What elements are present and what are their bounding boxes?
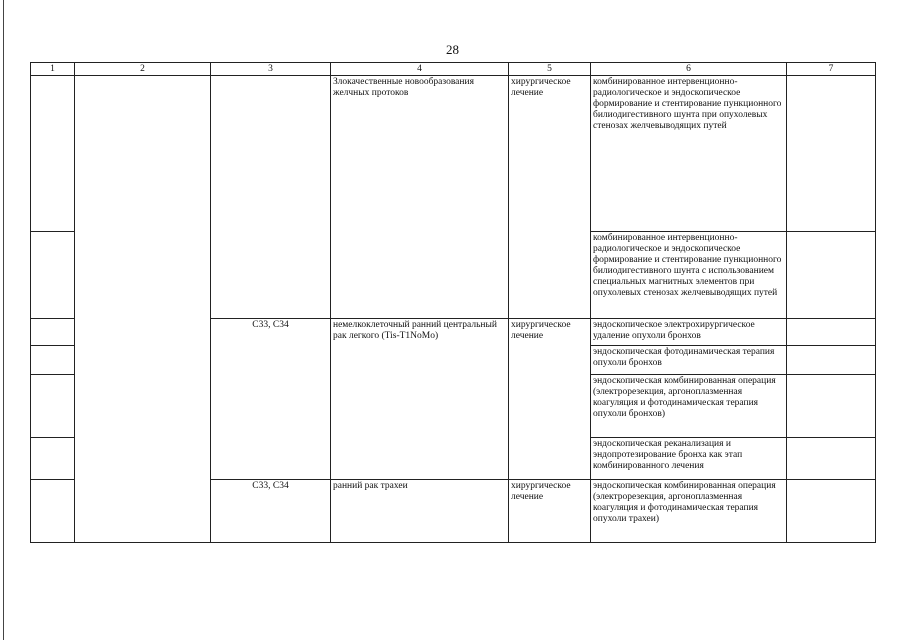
table-row (31, 76, 876, 232)
diagnosis-cell: немелкоклеточный ранний центральный рак легкого (Tis-T1NoMo) (331, 319, 509, 480)
method-cell: эндоскопическая фотодинамическая терапия опухоли бронхов (591, 346, 787, 375)
method-cell: комбинированное интервенционно-радиологическое и эндоскопическое формирование и стентирование пункционного билиодигестивного шунта при опухолевых стенозах желчевыводящих путей (591, 76, 787, 232)
cell-col7 (787, 346, 876, 375)
codes-cell: C33, C34 (211, 319, 331, 480)
treatment-type-cell: хирургическое лечение (509, 480, 591, 543)
cell-col1 (31, 319, 75, 346)
column-header: 7 (787, 63, 876, 76)
cell-col1 (31, 346, 75, 375)
cell-col7 (787, 319, 876, 346)
cell-col2 (75, 76, 211, 543)
treatment-type-cell: хирургическое лечение (509, 76, 591, 319)
cell-col1 (31, 438, 75, 480)
cell-col1 (31, 375, 75, 438)
cell-col1 (31, 232, 75, 319)
codes-cell (211, 76, 331, 319)
cell-col1 (31, 76, 75, 232)
method-cell: эндоскопическая комбинированная операция (электрорезекция, аргоноплазменная коагуляция и фотодинамическая терапия опухоли бронхов) (591, 375, 787, 438)
diagnosis-cell: Злокачественные новообразования желчных протоков (331, 76, 509, 319)
column-header: 5 (509, 63, 591, 76)
cell-col7 (787, 438, 876, 480)
cell-col1 (31, 480, 75, 543)
cell-col7 (787, 76, 876, 232)
codes-cell: C33, C34 (211, 480, 331, 543)
diagnosis-cell: ранний рак трахеи (331, 480, 509, 543)
medical-care-table (30, 62, 876, 543)
cell-col7 (787, 232, 876, 319)
treatment-type-cell: хирургическое лечение (509, 319, 591, 480)
cell-col7 (787, 375, 876, 438)
page-left-edge (3, 0, 4, 640)
column-header: 4 (331, 63, 509, 76)
method-cell: комбинированное интервенционно-радиологическое и эндоскопическое формирование и стентирование пункционного билиодигестивного шунта с использованием специальных магнитных элементов при опухолевых стенозах желчевыводящих путей (591, 232, 787, 319)
method-cell: эндоскопическая реканализация и эндопротезирование бронха как этап комбинированного лечения (591, 438, 787, 480)
header-row (31, 63, 876, 76)
cell-col7 (787, 480, 876, 543)
column-header: 2 (75, 63, 211, 76)
method-cell: эндоскопическое электрохирургическое удаление опухоли бронхов (591, 319, 787, 346)
column-header: 3 (211, 63, 331, 76)
page-number: 28 (446, 42, 459, 57)
column-header: 6 (591, 63, 787, 76)
method-cell: эндоскопическая комбинированная операция (электрорезекция, аргоноплазменная коагуляция и фотодинамическая терапия опухоли трахеи) (591, 480, 787, 543)
column-header: 1 (31, 63, 75, 76)
